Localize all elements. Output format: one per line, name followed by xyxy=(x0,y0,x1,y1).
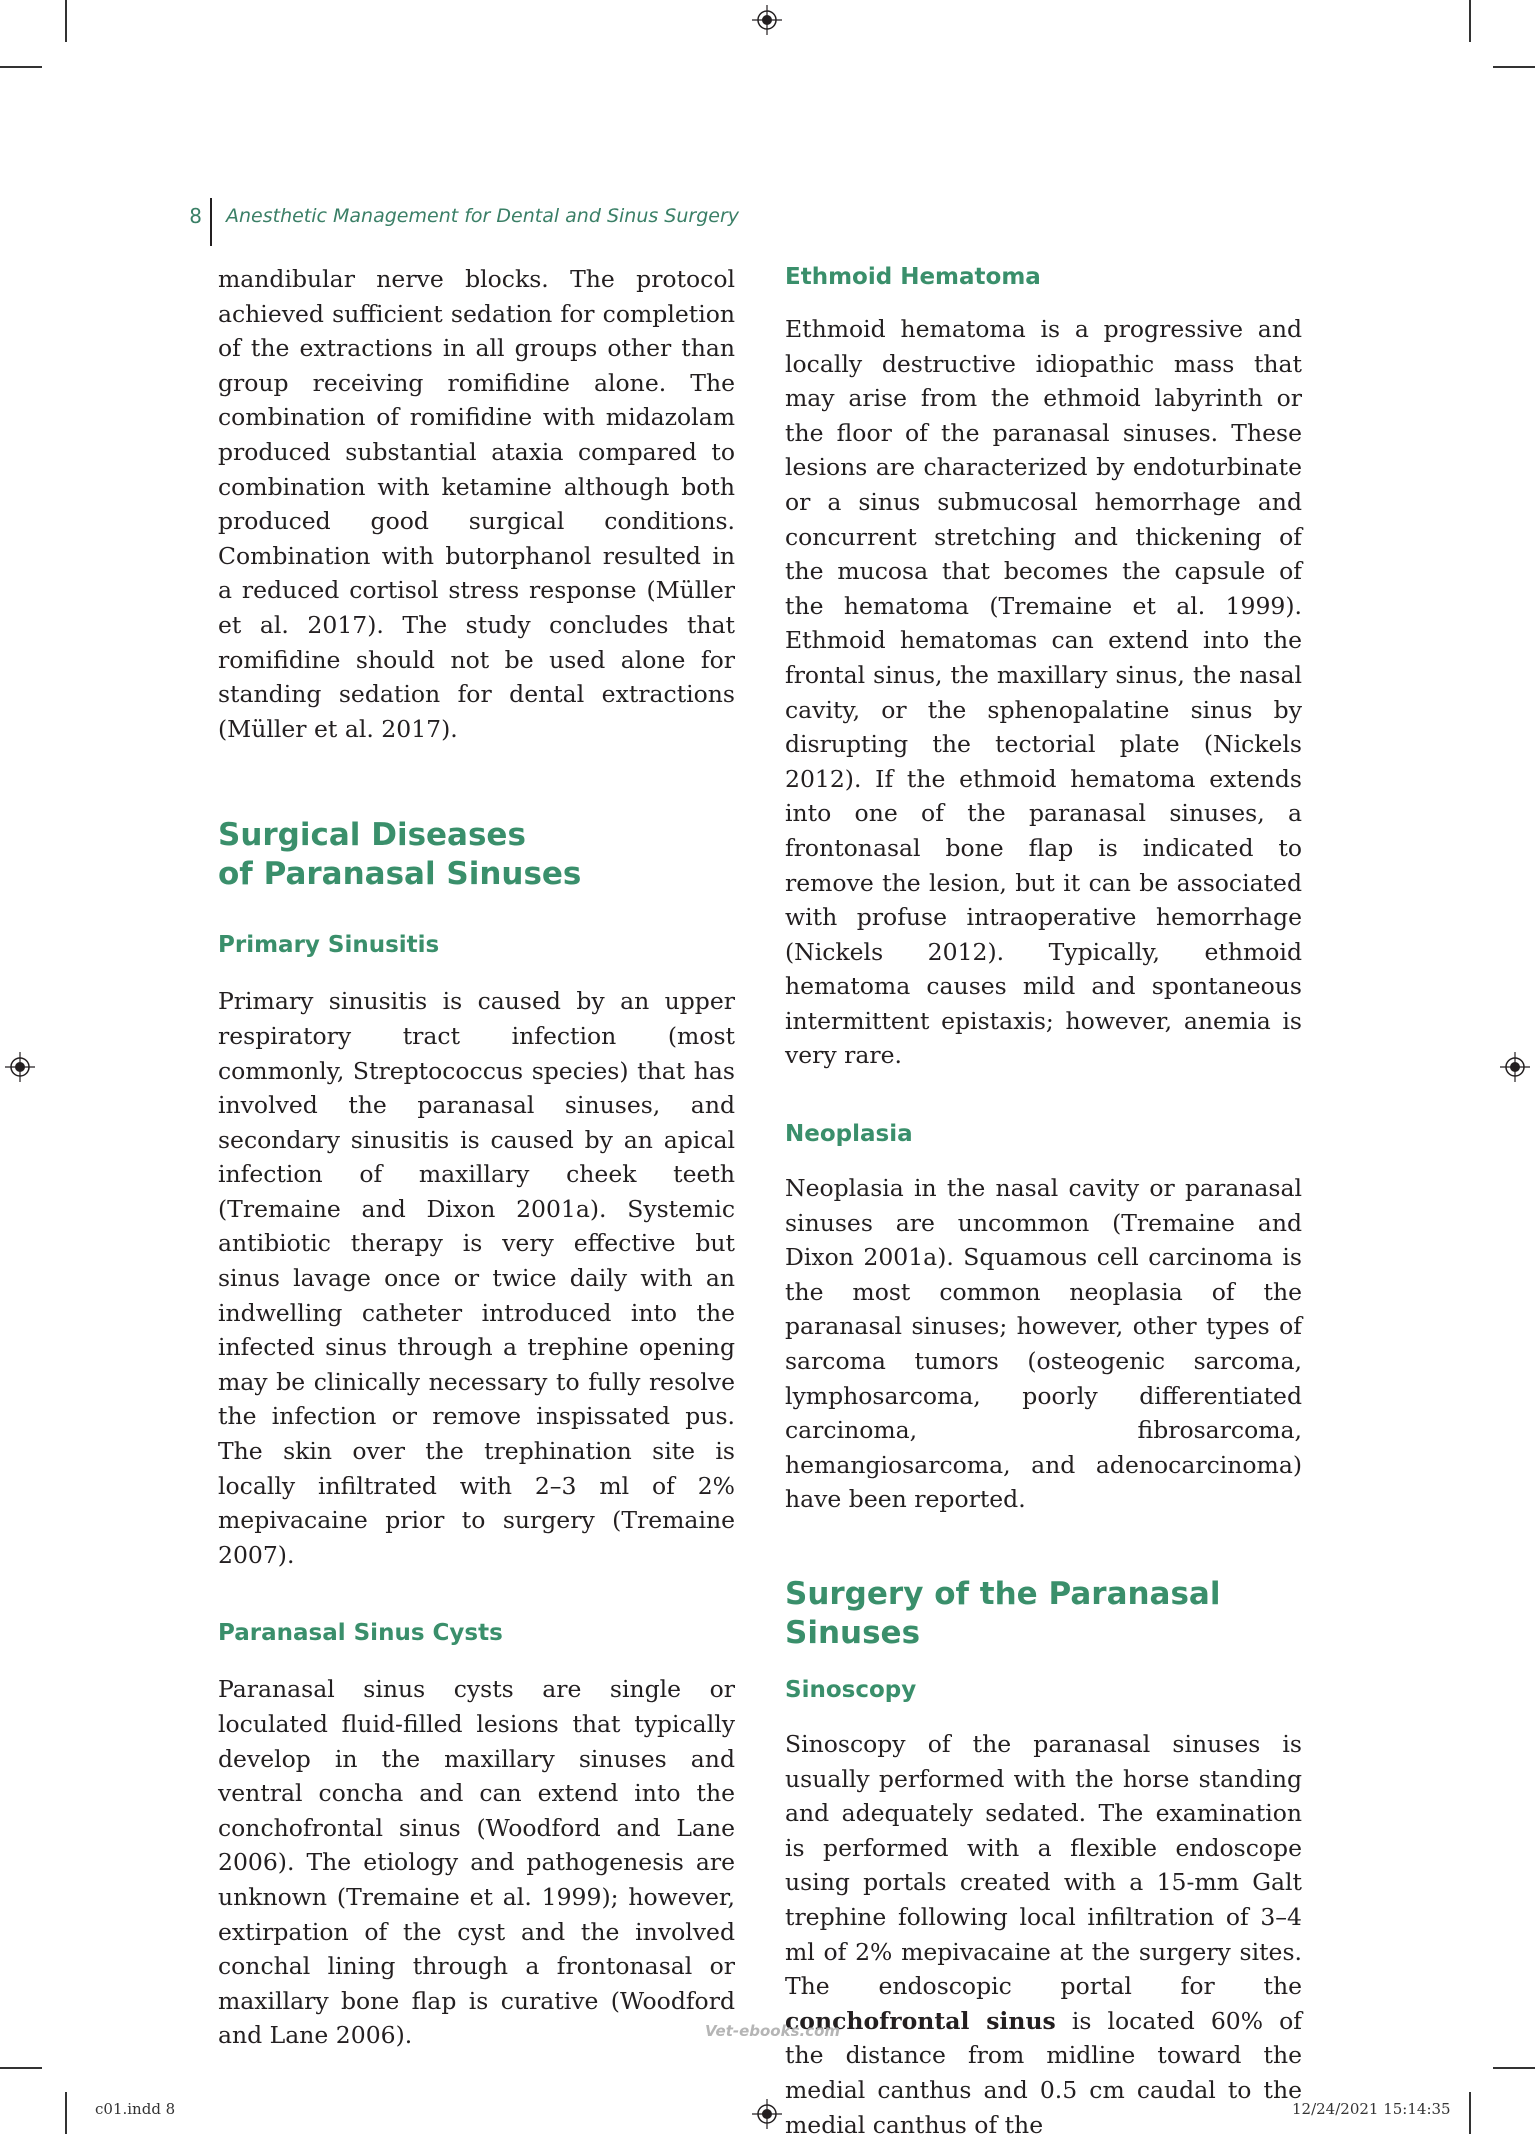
heading-line: Surgical Diseases xyxy=(218,817,526,854)
left-column xyxy=(218,262,735,2053)
registration-mark-icon xyxy=(752,2099,782,2129)
paragraph-intro: mandibular nerve blocks. The protocol achieved sufficient sedation for completion of the extractions in all groups other than group receiving romifidine alone. The combination of romifidine with midazolam produced substantial ataxia compared to combination with ketamine although both produced good surgical conditions. Combination with butorphanol resulted in a reduced cortisol stress response (Müller et al. 2017). The study concludes that romifidine should not be used alone for standing sedation for dental extractions (Müller et al. 2017). xyxy=(218,265,735,743)
heading-line: of Paranasal Sinuses xyxy=(218,856,582,893)
crop-mark xyxy=(0,2067,42,2069)
paragraph-sinoscopy xyxy=(785,1727,1302,2142)
crop-mark xyxy=(1469,2092,1471,2134)
page-number: 8 xyxy=(189,204,202,228)
subheading-primary-sinusitis: Primary Sinusitis xyxy=(218,932,440,959)
running-title: Anesthetic Management for Dental and Sinus Surgery xyxy=(226,205,740,227)
right-column xyxy=(785,262,1302,2142)
subheading-ethmoid-hematoma: Ethmoid Hematoma xyxy=(785,264,1041,290)
registration-mark-icon xyxy=(5,1052,35,1082)
crop-mark xyxy=(65,2092,67,2134)
slug-date: 12/24/2021 15:14:35 xyxy=(1292,2100,1451,2118)
watermark-logo: Vet-ebooks.com xyxy=(705,2022,841,2040)
subheading-paranasal-sinus-cysts: Paranasal Sinus Cysts xyxy=(218,1620,503,1647)
subheading-sinoscopy: Sinoscopy xyxy=(785,1677,917,1703)
crop-mark xyxy=(1493,2067,1535,2069)
section-heading-surgery: Surgery of the Paranasal Sinuses xyxy=(785,1576,1221,1651)
crop-mark xyxy=(1469,0,1471,42)
running-head xyxy=(176,198,739,248)
crop-mark xyxy=(0,66,42,68)
paragraph-primary-sinusitis: Primary sinusitis is caused by an upper respiratory tract infection (most commonly, Streptococcus species) that has involved the paranasal sinuses, and secondary sinusitis is caused by an apical infection of maxillary cheek teeth (Tremaine and Dixon 2001a). Systemic antibiotic therapy is very effective but sinus lavage once or twice daily with an indwelling catheter introduced into the infected sinus through a trephine opening may be clinically necessary to fully resolve the infection or remove inspissated pus. The skin over the trephination site is locally infiltrated with 2–3 ml of 2% mepivacaine prior to surgery (Tremaine 2007). xyxy=(218,987,735,1569)
sinoscopy-text-b: is located 60% of the distance from midline toward the medial canthus and 0.5 cm caudal to the medial canthus of the xyxy=(785,2006,1303,2139)
sinoscopy-text-a: Sinoscopy of the paranasal sinuses is usually performed with the horse standing and adequately sedated. The examination is performed with a flexible endoscope using portals created with a 15‑mm Galt trephine following local infiltration of 3–4 ml of 2% mepivacaine at the surgery sites. The endoscopic portal for the xyxy=(785,1730,1302,2001)
subheading-neoplasia: Neoplasia xyxy=(785,1121,913,1148)
registration-mark-icon xyxy=(1500,1052,1530,1082)
crop-mark xyxy=(1493,66,1535,68)
crop-mark xyxy=(65,0,67,42)
section-heading-surgical-diseases xyxy=(218,816,735,894)
slug-file: c01.indd 8 xyxy=(95,2100,176,2118)
registration-mark-icon xyxy=(752,5,782,35)
paragraph-neoplasia: Neoplasia in the nasal cavity or paranasal sinuses are uncommon (Tremaine and Dixon 2001a). Squamous cell carcinoma is the most common neoplasia of the paranasal sinuses; however, other types of sarcoma tumors (osteogenic sarcoma, lymphosarcoma, poorly differentiated carcinoma, fibrosarcoma, hemangiosarcoma, and adenocarcinoma) have been reported. xyxy=(785,1174,1302,1514)
paragraph-ethmoid-hematoma: Ethmoid hematoma is a progressive and locally destructive idiopathic mass that may arise from the ethmoid labyrinth or the floor of the paranasal sinuses. These lesions are characterized by endoturbinate or a sinus submucosal hemorrhage and concurrent stretching and thickening of the mucosa that becomes the capsule of the hematoma (Tremaine et al. 1999). Ethmoid hematomas can extend into the frontal sinus, the maxillary sinus, the nasal cavity, or the sphenopalatine sinus by disrupting the tectorial plate (Nickels 2012). If the ethmoid hematoma extends into one of the paranasal sinuses, a frontonasal bone flap is indicated to remove the lesion, but it can be associated with profuse intraoperative hemorrhage (Nickels 2012). Typically, ethmoid hematoma causes mild and spontaneous intermittent epistaxis; however, anemia is very rare. xyxy=(785,315,1302,1070)
sinoscopy-text-bold: conchofrontal sinus xyxy=(785,2006,1056,2035)
paragraph-paranasal-sinus-cysts: Paranasal sinus cysts are single or loculated fluid‑filled lesions that typically develop in the maxillary sinuses and ventral concha and can extend into the conchofrontal sinus (Woodford and Lane 2006). The etiology and pathogenesis are unknown (Tremaine et al. 1999); however, extirpation of the cyst and the involved conchal lining through a frontonasal or maxillary bone flap is curative (Woodford and Lane 2006). xyxy=(218,1675,735,2050)
